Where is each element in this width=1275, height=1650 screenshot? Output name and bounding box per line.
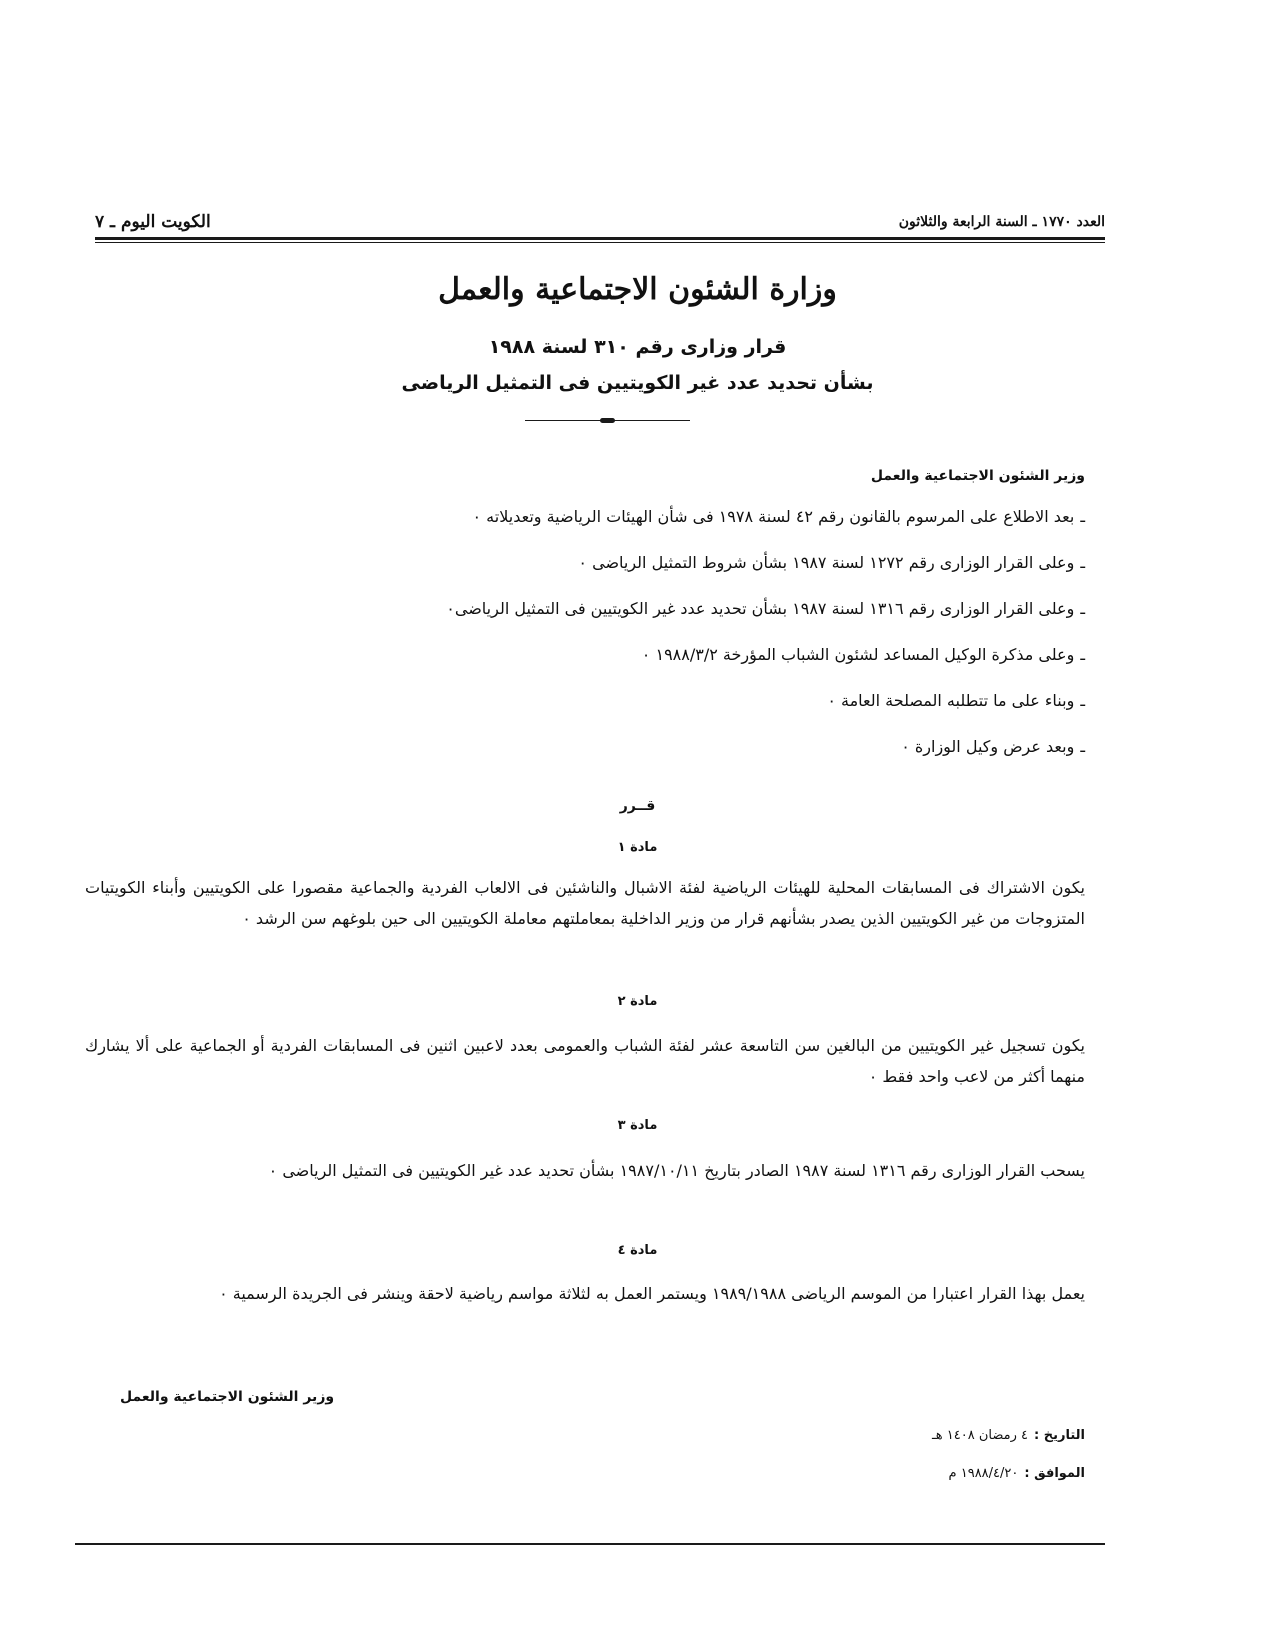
gregorian-date-value: ١٩٨٨/٤/٢٠ م [948, 1466, 1019, 1481]
preamble-clause: ـوعلى مذكرة الوكيل المساعد لشئون الشباب المؤرخة ١٩٨٨/٣/٢ ٠ [641, 645, 1085, 664]
issue-number: العدد ١٧٧٠ ـ السنة الرابعة والثلاثون [898, 214, 1105, 230]
header-rule-thick [95, 237, 1105, 240]
article-3-heading: مادة ٣ [617, 1118, 658, 1133]
article-3-text: يسحب القرار الوزارى رقم ١٣١٦ لسنة ١٩٨٧ الصادر بتاريخ ١٩٨٧/١٠/١١ بشأن تحديد عدد غير الكويتيين فى التمثيل الرياضى ٠ [268, 1161, 1085, 1180]
article-1-text: يكون الاشتراك فى المسابقات المحلية للهيئات الرياضية لفئة الاشبال والناشئين فى الالعاب الفردية والجماعية مقصورا على الكويتيين وأبناء الكويتيات المتزوجات من غير الكويتيين الذين يصدر بشأنهم قرار من وزير الداخلية بمعاملتهم معاملة الكويتيين الى حين بلوغهم سن الرشد ٠ [85, 878, 1085, 928]
page-header [95, 210, 1105, 240]
header-rule-thin [95, 242, 1105, 243]
preamble-clause: ـوبعد عرض وكيل الوزارة ٠ [901, 737, 1085, 756]
gregorian-date-label: الموافق : [1024, 1466, 1085, 1481]
article-2-heading: مادة ٢ [617, 994, 658, 1009]
gazette-name-page: الكويت اليوم ـ ٧ [95, 212, 211, 232]
preamble-list [85, 505, 1085, 781]
article-1-heading: مادة ١ [617, 840, 658, 855]
gregorian-date [949, 1466, 1085, 1481]
hijri-date-label: التاريخ : [1034, 1428, 1085, 1443]
hijri-date [932, 1428, 1085, 1443]
ministry-title: وزارة الشئون الاجتماعية والعمل [438, 272, 837, 307]
minister-signature: وزير الشئون الاجتماعية والعمل [120, 1389, 335, 1405]
preamble-clause: ـوبناء على ما تتطلبه المصلحة العامة ٠ [827, 691, 1085, 710]
title-ornament [525, 418, 690, 424]
preamble-clause: ـبعد الاطلاع على المرسوم بالقانون رقم ٤٢ لسنة ١٩٧٨ فى شأن الهيئات الرياضية وتعديلاته ٠ [472, 507, 1085, 526]
decree-title: قرار وزارى رقم ٣١٠ لسنة ١٩٨٨ [488, 336, 787, 358]
decided-heading: قــرر [619, 798, 656, 814]
article-4-text: يعمل بهذا القرار اعتبارا من الموسم الرياضى ١٩٨٩/١٩٨٨ ويستمر العمل به لثلاثة مواسم رياضية لاحقة وينشر فى الجريدة الرسمية ٠ [219, 1284, 1085, 1303]
preamble-clause: ـوعلى القرار الوزارى رقم ١٢٧٢ لسنة ١٩٨٧ بشأن شروط التمثيل الرياضى ٠ [578, 553, 1085, 572]
decree-subject: بشأن تحديد عدد غير الكويتيين فى التمثيل الرياضى [401, 372, 874, 394]
article-4-heading: مادة ٤ [617, 1243, 658, 1258]
article-2-text: يكون تسجيل غير الكويتيين من البالغين سن التاسعة عشر لفئة الشباب والعمومى بعدد لاعبين اثنين فى المسابقات الفردية أو الجماعية على ألا يشارك منهما أكثر من لاعب واحد فقط ٠ [85, 1036, 1085, 1086]
footer-rule [75, 1543, 1105, 1545]
hijri-date-value: ٤ رمضان ١٤٠٨ هـ [932, 1428, 1029, 1443]
ornament-center [600, 418, 615, 423]
minister-intro: وزير الشئون الاجتماعية والعمل [870, 468, 1085, 484]
preamble-clause: ـوعلى القرار الوزارى رقم ١٣١٦ لسنة ١٩٨٧ بشأن تحديد عدد غير الكويتيين فى التمثيل الرياضى٠ [446, 599, 1085, 618]
